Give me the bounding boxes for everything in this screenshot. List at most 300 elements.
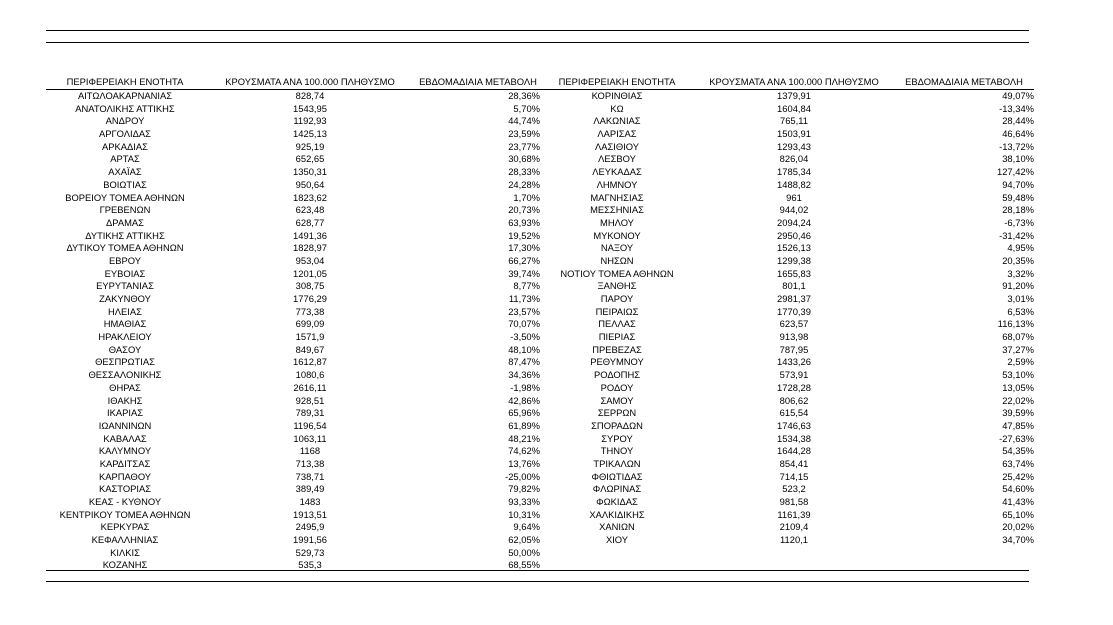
cases-cell: 801,1 [782,280,806,292]
region-cell: ΚΑΣΤΟΡΙΑΣ [98,483,152,495]
table-row [540,242,1034,255]
weekly-change-cell: 25,42% [1002,470,1034,482]
cases-cell: 1746,63 [777,419,811,431]
weekly-change-cell: 49,07% [1002,90,1034,101]
weekly-change-cell: 54,60% [1002,483,1034,495]
weekly-change-cell: 87,47% [508,356,540,368]
weekly-change-cell: -1,98% [510,381,540,393]
region-cell: ΦΛΩΡΙΝΑΣ [592,483,642,495]
cases-cell: 1168 [299,445,321,457]
weekly-change-cell: 61,89% [508,419,540,431]
region-cell: ΓΡΕΒΕΝΩΝ [99,204,151,216]
region-cell: ΘΑΣΟΥ [108,343,142,355]
table-row [540,141,1034,154]
table-row [46,90,540,103]
table-row [46,280,540,293]
table-row [46,407,540,420]
table-row [540,268,1034,281]
table-row [46,179,540,192]
weekly-change-cell: 54,35% [1002,445,1034,457]
region-cell: ΛΕΣΒΟΥ [598,153,636,165]
region-cell: ΜΕΣΣΗΝΙΑΣ [590,204,644,216]
cases-cell: 1776,29 [293,293,327,304]
region-cell: ΣΥΡΟΥ [601,432,633,444]
cases-cell: 615,54 [779,407,809,419]
table-row [540,521,1034,534]
cases-cell: 623,57 [779,318,809,330]
region-cell: ΜΥΚΟΝΟΥ [593,229,641,241]
cases-cell: 1488,82 [777,178,811,190]
region-cell: ΑΧΑΪΑΣ [108,166,142,178]
weekly-change-cell: 8,77% [513,280,540,292]
weekly-change-cell: 63,93% [508,216,540,228]
cases-cell: 849,67 [295,343,325,355]
cases-cell: 1293,43 [777,140,811,152]
weekly-change-cell: 65,96% [508,407,540,419]
weekly-change-cell: 93,33% [508,496,540,507]
region-cell: ΕΒΡΟΥ [108,254,141,266]
region-cell: ΦΘΙΩΤΙΔΑΣ [591,470,643,482]
table-row [46,331,540,344]
region-cell: ΡΟΔΟΥ [600,381,634,393]
weekly-change-cell: 94,70% [1002,178,1034,190]
weekly-change-cell: 47,85% [1002,419,1034,431]
cases-cell: 981,58 [779,496,809,507]
cases-cell: 925,19 [295,140,325,152]
header-weekly-change: ΕΒΔΟΜΑΔΙΑΙΑ ΜΕΤΑΒΟΛΗ [419,76,537,87]
table-row [540,420,1034,433]
region-cell: ΑΡΓΟΛΙΔΑΣ [99,128,151,140]
region-cell: ΚΕΡΚΥΡΑΣ [100,521,150,533]
region-cell: ΛΑΡΙΣΑΣ [597,128,637,140]
table-row [540,356,1034,369]
region-cell: ΚΑΡΔΙΤΣΑΣ [99,457,151,469]
header-region: ΠΕΡΙΦΕΡΕΙΑΚΗ ΕΝΟΤΗΤΑ [558,76,676,87]
weekly-change-cell: 2,59% [1007,356,1034,368]
weekly-change-cell: 23,59% [508,128,540,140]
cases-cell: 765,11 [780,115,808,127]
region-cell: ΘΕΣΣΑΛΟΝΙΚΗΣ [88,369,162,381]
weekly-change-cell: 48,21% [508,432,540,444]
cases-cell: 953,04 [295,254,325,266]
cases-cell: 389,49 [295,483,325,495]
cases-cell: 2981,37 [777,293,811,304]
region-cell: ΑΝΔΡΟΥ [105,115,145,127]
weekly-change-cell: -13,34% [999,102,1034,114]
table-row [46,293,540,306]
weekly-change-cell: 38,10% [1002,153,1034,165]
weekly-change-cell: -3,50% [510,331,540,343]
cases-cell: 2495,9 [295,521,325,533]
table-row [540,153,1034,166]
right-table [540,76,1034,547]
table-row [46,547,540,560]
region-cell: ΠΕΙΡΑΙΩΣ [595,305,639,317]
table-row [46,103,540,116]
weekly-change-cell: 20,35% [1002,254,1034,266]
weekly-change-cell: 10,31% [508,508,540,520]
table-row [540,369,1034,382]
table-row [540,344,1034,357]
table-row [540,331,1034,344]
cases-cell: 828,74 [295,90,325,101]
region-cell: ΗΡΑΚΛΕΙΟΥ [98,331,152,343]
region-cell: ΕΥΒΟΙΑΣ [104,267,146,279]
region-cell: ΑΙΤΩΛΟΑΚΑΡΝΑΝΙΑΣ [77,90,173,101]
table-row [46,521,540,534]
cases-cell: 1828,97 [293,242,327,254]
table-row [46,318,540,331]
table-row [46,115,540,128]
region-cell: ΡΕΘΥΜΝΟΥ [590,356,644,368]
cases-cell: 523,2 [782,483,806,495]
table-row [540,458,1034,471]
cases-cell: 1604,84 [777,102,811,114]
table-row [540,204,1034,217]
region-cell: ΘΕΣΠΡΩΤΙΑΣ [95,356,155,368]
table-row [540,382,1034,395]
table-row [46,420,540,433]
table-row [46,509,540,522]
cases-cell: 789,31 [295,407,325,419]
region-cell: ΠΕΛΛΑΣ [598,318,636,330]
region-cell: ΑΡΚΑΔΙΑΣ [102,140,148,152]
region-cell: ΔΡΑΜΑΣ [106,216,144,228]
table-row [46,496,540,509]
weekly-change-cell: 68,55% [508,559,540,571]
cases-cell: 573,91 [779,369,809,381]
weekly-change-cell: 20,02% [1002,521,1034,533]
left-table [46,76,540,572]
table-row [540,407,1034,420]
table-row [540,534,1034,547]
region-cell: ΠΑΡΟΥ [600,293,634,304]
weekly-change-cell: 59,48% [1002,191,1034,203]
table-row [46,344,540,357]
weekly-change-cell: 9,64% [513,521,540,533]
region-cell: ΗΜΑΘΙΑΣ [103,318,147,330]
cases-cell: 529,73 [295,546,325,558]
cases-cell: 854,41 [779,457,809,469]
region-cell: ΛΑΚΩΝΙΑΣ [593,115,641,127]
region-cell: ΣΑΜΟΥ [600,394,634,406]
cases-cell: 535,3 [298,559,322,571]
cases-cell: 1503,91 [777,128,811,140]
cases-cell: 713,38 [295,457,325,469]
cases-cell: 1120,1 [780,534,808,546]
region-cell: ΘΗΡΑΣ [109,381,141,393]
region-cell: ΚΕΝΤΡΙΚΟΥ ΤΟΜΕΑ ΑΘΗΝΩΝ [59,508,191,520]
cases-cell: 1534,38 [777,432,811,444]
table-row [46,242,540,255]
table-row [46,230,540,243]
region-cell: ΚΕΑΣ - ΚΥΘΝΟΥ [88,496,162,507]
weekly-change-cell: 24,28% [508,178,540,190]
region-cell: ΣΕΡΡΩΝ [597,407,637,419]
cases-cell: 1728,28 [777,381,811,393]
table-row [46,141,540,154]
cases-cell: 1350,31 [293,166,327,178]
table-row [46,445,540,458]
header-weekly-change: ΕΒΔΟΜΑΔΙΑΙΑ ΜΕΤΑΒΟΛΗ [905,76,1023,87]
weekly-change-cell: 68,07% [1002,331,1034,343]
cases-cell: 623,48 [295,204,325,216]
table-row [540,496,1034,509]
table-row [540,509,1034,522]
cases-cell: 1201,05 [293,267,327,279]
cases-cell: 2950,46 [777,229,811,241]
table-row [540,280,1034,293]
table-row [540,433,1034,446]
region-cell: ΙΚΑΡΙΑΣ [106,407,144,419]
region-cell: ΑΝΑΤΟΛΙΚΗΣ ΑΤΤΙΚΗΣ [75,102,175,114]
header-region: ΠΕΡΙΦΕΡΕΙΑΚΗ ΕΝΟΤΗΤΑ [66,76,184,87]
weekly-change-cell: 41,43% [1002,496,1034,507]
weekly-change-cell: 11,73% [508,293,540,304]
weekly-change-cell: 13,05% [1002,381,1034,393]
cases-cell: 308,75 [295,280,325,292]
region-cell: ΔΥΤΙΚΟΥ ΤΟΜΕΑ ΑΘΗΝΩΝ [66,242,184,254]
table-row [540,192,1034,205]
region-cell: ΚΑΛΥΜΝΟΥ [98,445,152,457]
top-rule-2 [46,42,1029,43]
cases-cell: 944,02 [779,204,809,216]
weekly-change-cell: 23,77% [508,140,540,152]
region-cell: ΚΑΡΠΑΘΟΥ [98,470,152,482]
weekly-change-cell: 13,76% [508,457,540,469]
region-cell: ΚΟΡΙΝΘΙΑΣ [591,90,643,101]
weekly-change-cell: 5,70% [513,102,540,114]
table-row [540,306,1034,319]
cases-cell: 928,51 [295,394,325,406]
weekly-change-cell: 79,82% [508,483,540,495]
table-row [46,395,540,408]
cases-cell: 1491,36 [293,229,327,241]
region-cell: ΧΑΛΚΙΔΙΚΗΣ [589,508,645,520]
cases-cell: 961 [786,191,802,203]
weekly-change-cell: 39,59% [1002,407,1034,419]
weekly-change-cell: 91,20% [1002,280,1034,292]
weekly-change-cell: 6,53% [1007,305,1034,317]
region-cell: ΝΟΤΙΟΥ ΤΟΜΕΑ ΑΘΗΝΩΝ [560,267,674,279]
region-cell: ΛΑΣΙΘΙΟΥ [594,140,640,152]
weekly-change-cell: 50,00% [508,546,540,558]
weekly-change-cell: 66,27% [508,254,540,266]
table-row [540,230,1034,243]
table-row [46,433,540,446]
cases-cell: 1433,26 [777,356,811,368]
region-cell: ΠΡΕΒΕΖΑΣ [592,343,642,355]
table-row [540,471,1034,484]
table-row [46,483,540,496]
weekly-change-cell: 19,52% [508,229,540,241]
region-cell: ΖΑΚΥΝΘΟΥ [99,293,151,304]
region-cell: ΚΕΦΑΛΛΗΝΙΑΣ [91,534,159,546]
cases-cell: 1543,95 [293,102,327,114]
table-row [46,369,540,382]
weekly-change-cell: 48,10% [508,343,540,355]
cases-cell: 1063,11 [293,432,327,444]
region-cell: ΡΟΔΟΠΗΣ [593,369,641,381]
left-table-header [46,76,540,90]
region-cell: ΗΛΕΙΑΣ [108,305,142,317]
cases-cell: 1991,56 [293,534,327,546]
table-row [46,153,540,166]
region-cell: ΝΗΣΩΝ [600,254,634,266]
region-cell: ΔΥΤΙΚΗΣ ΑΤΤΙΚΗΣ [85,229,165,241]
region-cell: ΦΩΚΙΔΑΣ [596,496,638,507]
cases-cell: 1571,9 [295,331,325,343]
table-row [46,382,540,395]
cases-cell: 1299,38 [777,254,811,266]
region-cell: ΧΑΝΙΩΝ [599,521,635,533]
cases-cell: 950,64 [295,178,325,190]
cases-cell: 699,09 [295,318,325,330]
weekly-change-cell: 37,27% [1002,343,1034,355]
table-row [46,204,540,217]
cases-cell: 1379,91 [777,90,811,101]
region-cell: ΝΑΞΟΥ [600,242,634,254]
region-cell: ΙΘΑΚΗΣ [107,394,143,406]
weekly-change-cell: 34,36% [508,369,540,381]
cases-cell: 1823,62 [293,191,327,203]
cases-cell: 826,04 [779,153,809,165]
cases-cell: 1770,39 [777,305,811,317]
weekly-change-cell: 3,32% [1007,267,1034,279]
weekly-change-cell: 28,33% [508,166,540,178]
left-table-body [46,90,540,572]
cases-cell: 1192,93 [293,115,327,127]
cases-cell: 1913,51 [293,508,327,520]
cases-cell: 1196,54 [293,419,327,431]
table-row [540,395,1034,408]
weekly-change-cell: 22,02% [1002,394,1034,406]
weekly-change-cell: 53,10% [1002,369,1034,381]
weekly-change-cell: -13,72% [999,140,1034,152]
weekly-change-cell: 3,01% [1007,293,1034,304]
region-cell: ΚΟΖΑΝΗΣ [102,559,148,571]
weekly-change-cell: 20,73% [508,204,540,216]
region-cell: ΜΗΛΟΥ [600,216,634,228]
table-row [540,179,1034,192]
weekly-change-cell: 63,74% [1002,457,1034,469]
table-row [540,166,1034,179]
table-row [540,217,1034,230]
region-cell: ΙΩΑΝΝΙΝΩΝ [98,419,152,431]
weekly-change-cell: 1,70% [513,191,540,203]
cases-cell: 1483 [299,496,321,507]
table-row [46,534,540,547]
cases-cell: 806,62 [779,394,809,406]
weekly-change-cell: -27,63% [999,432,1034,444]
cases-cell: 714,15 [779,470,809,482]
region-cell: ΧΙΟΥ [605,534,629,546]
cases-cell: 787,95 [779,343,809,355]
header-cases: ΚΡΟΥΣΜΑΤΑ ΑΝΑ 100.000 ΠΛΗΘΥΣΜΟ [709,76,879,87]
weekly-change-cell: 39,74% [508,267,540,279]
weekly-change-cell: -6,73% [1004,216,1034,228]
weekly-change-cell: 127,42% [996,166,1034,178]
cases-cell: 1425,13 [293,128,327,140]
weekly-change-cell: 34,70% [1002,534,1034,546]
table-row [46,356,540,369]
weekly-change-cell: 28,44% [1002,115,1034,127]
weekly-change-cell: 23,57% [508,305,540,317]
region-cell: ΚΩ [610,102,624,114]
weekly-change-cell: 116,13% [997,318,1034,330]
bottom-rule-1 [46,570,1029,571]
weekly-change-cell: -31,42% [999,229,1034,241]
table-row [46,458,540,471]
region-cell: ΒΟΙΩΤΙΑΣ [103,178,147,190]
cases-cell: 2616,11 [293,381,327,393]
table-row [46,128,540,141]
weekly-change-cell: 17,30% [508,242,540,254]
table-row [540,115,1034,128]
cases-cell: 913,98 [779,331,809,343]
cases-cell: 2094,24 [777,216,811,228]
weekly-change-cell: 70,07% [508,318,540,330]
cases-cell: 1655,83 [777,267,811,279]
right-table-header [540,76,1034,90]
cases-cell: 2109,4 [779,521,809,533]
region-cell: ΤΡΙΚΑΛΩΝ [593,457,641,469]
table-row [46,166,540,179]
table-row [46,306,540,319]
cases-cell: 1644,28 [777,445,811,457]
cases-cell: 628,77 [295,216,325,228]
cases-cell: 652,65 [295,153,325,165]
cases-cell: 1785,34 [777,166,811,178]
region-cell: ΒΟΡΕΙΟΥ ΤΟΜΕΑ ΑΘΗΝΩΝ [65,191,185,203]
region-cell: ΚΑΒΑΛΑΣ [103,432,147,444]
cases-cell: 1526,13 [777,242,811,254]
cases-cell: 1161,39 [777,508,811,520]
weekly-change-cell: 46,64% [1002,128,1034,140]
weekly-change-cell: 4,95% [1007,242,1034,254]
table-row [540,318,1034,331]
weekly-change-cell: 74,62% [508,445,540,457]
region-cell: ΚΙΛΚΙΣ [110,546,140,558]
table-row [540,445,1034,458]
weekly-change-cell: 30,68% [508,153,540,165]
weekly-change-cell: 28,18% [1002,204,1034,216]
region-cell: ΛΗΜΝΟΥ [596,178,638,190]
table-row [46,471,540,484]
weekly-change-cell: 42,86% [508,394,540,406]
region-cell: ΜΑΓΝΗΣΙΑΣ [590,191,644,203]
right-table-body [540,90,1034,547]
table-row [540,293,1034,306]
region-cell: ΛΕΥΚΑΔΑΣ [592,166,642,178]
table-row [46,217,540,230]
region-cell: ΕΥΡΥΤΑΝΙΑΣ [96,280,154,292]
weekly-change-cell: 65,10% [1002,508,1034,520]
cases-cell: 773,38 [295,305,325,317]
region-cell: ΠΙΕΡΙΑΣ [598,331,636,343]
region-cell: ΤΗΝΟΥ [600,445,634,457]
region-cell: ΣΠΟΡΑΔΩΝ [591,419,643,431]
top-rule-1 [46,30,1029,31]
weekly-change-cell: 28,36% [508,90,540,101]
region-cell: ΞΑΝΘΗΣ [597,280,637,292]
weekly-change-cell: 62,05% [508,534,540,546]
table-row [46,255,540,268]
header-cases: ΚΡΟΥΣΜΑΤΑ ΑΝΑ 100.000 ΠΛΗΘΥΣΜΟ [225,76,395,87]
weekly-change-cell: -25,00% [505,470,540,482]
table-row [46,192,540,205]
table-row [540,255,1034,268]
